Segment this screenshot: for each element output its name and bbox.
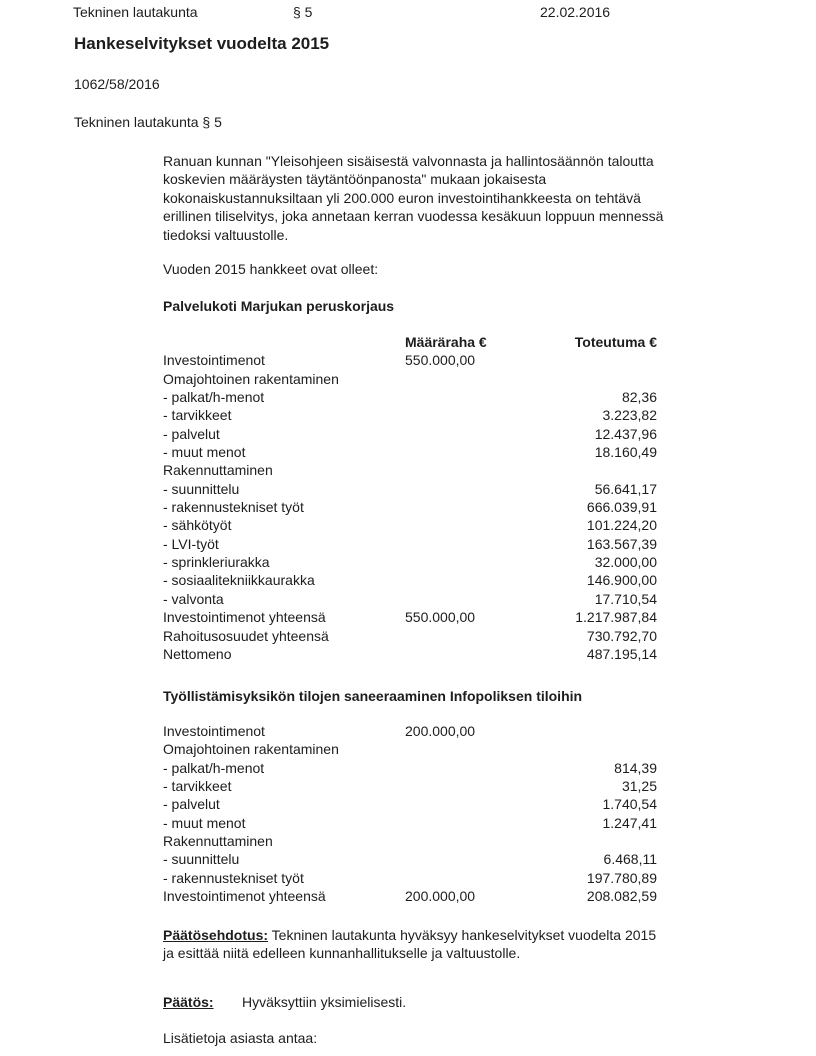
page-title: Hankeselvitykset vuodelta 2015 bbox=[74, 34, 330, 53]
row-budget-value bbox=[405, 759, 533, 777]
table-row bbox=[163, 850, 657, 868]
row-label: - sosiaalitekniikkaurakka bbox=[163, 572, 315, 589]
row-actual-value: 56.641,17 bbox=[594, 480, 657, 497]
intro-line: tiedoksi valtuustolle. bbox=[163, 226, 289, 243]
row-actual-value: 814,39 bbox=[614, 759, 657, 776]
row-budget-value bbox=[405, 535, 533, 553]
row-budget-value bbox=[405, 370, 533, 388]
projects-intro: Vuoden 2015 hankkeet ovat olleet: bbox=[163, 261, 379, 277]
row-actual-value: 487.195,14 bbox=[586, 645, 657, 662]
row-actual-value: 12.437,96 bbox=[594, 425, 657, 442]
row-label: - LVI-työt bbox=[163, 535, 219, 552]
decision-row bbox=[163, 993, 406, 1011]
row-budget-value bbox=[405, 480, 533, 498]
table-header-row bbox=[163, 333, 657, 351]
column-header-budget: Määräraha € bbox=[405, 334, 487, 350]
row-actual-value bbox=[533, 370, 657, 388]
row-actual-value: 82,36 bbox=[621, 389, 657, 406]
intro-paragraph bbox=[163, 152, 663, 244]
table-row bbox=[163, 406, 657, 424]
row-label: Investointimenot bbox=[163, 352, 265, 369]
row-budget-value: 200.000,00 bbox=[405, 888, 476, 905]
decision-proposal-text-line1: Tekninen lautakunta hyväksyy hankeselvitykset vuodelta 2015 bbox=[271, 927, 657, 943]
row-actual-value: 18.160,49 bbox=[594, 444, 657, 461]
intro-line: erillinen tiliselvitys, joka annetaan kerran vuodessa kesäkuun loppuun mennessä bbox=[163, 208, 664, 225]
row-budget-value bbox=[405, 627, 533, 645]
row-label: - rakennustekniset työt bbox=[163, 499, 304, 516]
row-label: Rakennuttaminen bbox=[163, 833, 273, 850]
table-row bbox=[163, 608, 657, 626]
row-budget-value bbox=[405, 461, 533, 479]
table-row bbox=[163, 740, 657, 758]
row-actual-value: 6.468,11 bbox=[603, 851, 657, 868]
row-actual-value: 1.740,54 bbox=[602, 796, 657, 813]
row-actual-value bbox=[533, 461, 657, 479]
row-actual-value: 146.900,00 bbox=[586, 572, 657, 589]
header-section-mark: § 5 bbox=[293, 4, 313, 20]
row-actual-value: 1.247,41 bbox=[602, 814, 657, 831]
table-row bbox=[163, 535, 657, 553]
row-label: Investointimenot yhteensä bbox=[163, 609, 326, 626]
row-budget-value bbox=[405, 590, 533, 608]
row-budget-value bbox=[405, 553, 533, 571]
row-label: Investointimenot bbox=[163, 723, 265, 739]
row-label: - valvonta bbox=[163, 590, 224, 607]
row-label: - suunnittelu bbox=[163, 851, 240, 868]
row-label: Nettomeno bbox=[163, 645, 232, 662]
table-row bbox=[163, 388, 657, 406]
row-budget-value: 200.000,00 bbox=[405, 723, 476, 739]
row-label: Investointimenot yhteensä bbox=[163, 888, 326, 905]
decision-label: Päätös: bbox=[163, 994, 214, 1010]
project2-heading: Työllistämisyksikön tilojen saneeraaminen Infopoliksen tiloihin bbox=[163, 688, 583, 704]
row-actual-value: 32.000,00 bbox=[594, 554, 657, 571]
row-label: - palkat/h-menot bbox=[163, 759, 265, 776]
row-budget-value bbox=[405, 832, 533, 850]
intro-line: kokonaiskustannuksiltaan yli 200.000 euron investointihankkeesta on tehtävä bbox=[163, 189, 641, 206]
table-row bbox=[163, 645, 657, 663]
row-label: - tarvikkeet bbox=[163, 407, 232, 424]
row-budget-value bbox=[405, 388, 533, 406]
row-actual-value: 17.710,54 bbox=[594, 590, 657, 607]
table-row bbox=[163, 443, 657, 461]
row-budget-value: 550.000,00 bbox=[405, 352, 476, 369]
column-header-actual: Toteutuma € bbox=[574, 334, 657, 350]
decision-proposal-text-line2: ja esittää niitä edelleen kunnanhallitukselle ja valtuustolle. bbox=[163, 945, 521, 962]
table-row bbox=[163, 351, 657, 369]
table-row bbox=[163, 553, 657, 571]
row-actual-value: 730.792,70 bbox=[586, 627, 657, 644]
row-label: - palkat/h-menot bbox=[163, 389, 265, 406]
row-label: - sprinkleriurakka bbox=[163, 554, 270, 571]
row-actual-value: 666.039,91 bbox=[586, 499, 657, 516]
row-budget-value bbox=[405, 645, 533, 663]
row-actual-value: 3.223,82 bbox=[602, 407, 657, 424]
decision-proposal-label: Päätösehdotus: bbox=[163, 927, 269, 943]
table-row bbox=[163, 777, 657, 795]
table-row bbox=[163, 461, 657, 479]
table-row bbox=[163, 425, 657, 443]
table-row bbox=[163, 627, 657, 645]
row-budget-value bbox=[405, 869, 533, 887]
decision-text: Hyväksyttiin yksimielisesti. bbox=[242, 994, 407, 1010]
row-actual-value: 101.224,20 bbox=[586, 517, 657, 534]
row-actual-value bbox=[533, 832, 657, 850]
row-actual-value: 208.082,59 bbox=[586, 888, 657, 905]
table-row bbox=[163, 759, 657, 777]
intro-line: Ranuan kunnan "Yleisohjeen sisäisestä valvonnasta ja hallintosäännön taloutta bbox=[163, 153, 654, 169]
row-budget-value bbox=[405, 498, 533, 516]
row-label: - rakennustekniset työt bbox=[163, 869, 304, 886]
row-budget-value bbox=[405, 571, 533, 589]
row-budget-value bbox=[405, 516, 533, 534]
row-actual-value: 163.567,39 bbox=[586, 535, 657, 552]
table-row bbox=[163, 590, 657, 608]
row-budget-value bbox=[405, 740, 533, 758]
project1-heading: Palvelukoti Marjukan peruskorjaus bbox=[163, 298, 395, 314]
row-budget-value bbox=[405, 406, 533, 424]
table-row bbox=[163, 370, 657, 388]
row-label: Omajohtoinen rakentaminen bbox=[163, 741, 339, 758]
row-label: - tarvikkeet bbox=[163, 778, 232, 795]
project2-table bbox=[163, 722, 657, 905]
table-row bbox=[163, 722, 657, 740]
table-row bbox=[163, 571, 657, 589]
table-row bbox=[163, 869, 657, 887]
row-budget-value bbox=[405, 814, 533, 832]
row-budget-value: 550.000,00 bbox=[405, 609, 476, 626]
table-row bbox=[163, 516, 657, 534]
column-header-empty bbox=[163, 333, 405, 351]
row-budget-value bbox=[405, 795, 533, 813]
row-label: Rakennuttaminen bbox=[163, 462, 273, 479]
table-row bbox=[163, 832, 657, 850]
more-info-line: Lisätietoja asiasta antaa: bbox=[163, 1030, 318, 1046]
row-actual-value bbox=[533, 722, 657, 740]
row-actual-value: 1.217.987,84 bbox=[575, 609, 657, 626]
row-label: - muut menot bbox=[163, 814, 246, 831]
committee-section-ref: Tekninen lautakunta § 5 bbox=[74, 114, 222, 130]
row-label: - palvelut bbox=[163, 796, 220, 813]
row-actual-value: 197.780,89 bbox=[586, 869, 657, 886]
table-row bbox=[163, 480, 657, 498]
row-label: Omajohtoinen rakentaminen bbox=[163, 370, 339, 387]
project1-table bbox=[163, 333, 657, 663]
table-row bbox=[163, 887, 657, 905]
decision-proposal bbox=[163, 926, 656, 963]
row-label: - palvelut bbox=[163, 425, 220, 442]
row-actual-value: 31,25 bbox=[621, 778, 657, 795]
row-budget-value bbox=[405, 425, 533, 443]
row-actual-value bbox=[533, 740, 657, 758]
row-label: - muut menot bbox=[163, 444, 246, 461]
table-row bbox=[163, 814, 657, 832]
header-committee: Tekninen lautakunta bbox=[73, 4, 198, 20]
row-label: - sähkötyöt bbox=[163, 517, 232, 534]
row-budget-value bbox=[405, 443, 533, 461]
row-budget-value bbox=[405, 777, 533, 795]
table-row bbox=[163, 795, 657, 813]
row-actual-value bbox=[533, 351, 657, 369]
diary-number: 1062/58/2016 bbox=[74, 76, 160, 92]
table-row bbox=[163, 498, 657, 516]
row-label: - suunnittelu bbox=[163, 480, 240, 497]
header-date: 22.02.2016 bbox=[540, 4, 611, 20]
row-budget-value bbox=[405, 850, 533, 868]
row-label: Rahoitusosuudet yhteensä bbox=[163, 627, 329, 644]
intro-line: koskevien määräysten täytäntöönpanosta" mukaan jokaisesta bbox=[163, 171, 547, 188]
